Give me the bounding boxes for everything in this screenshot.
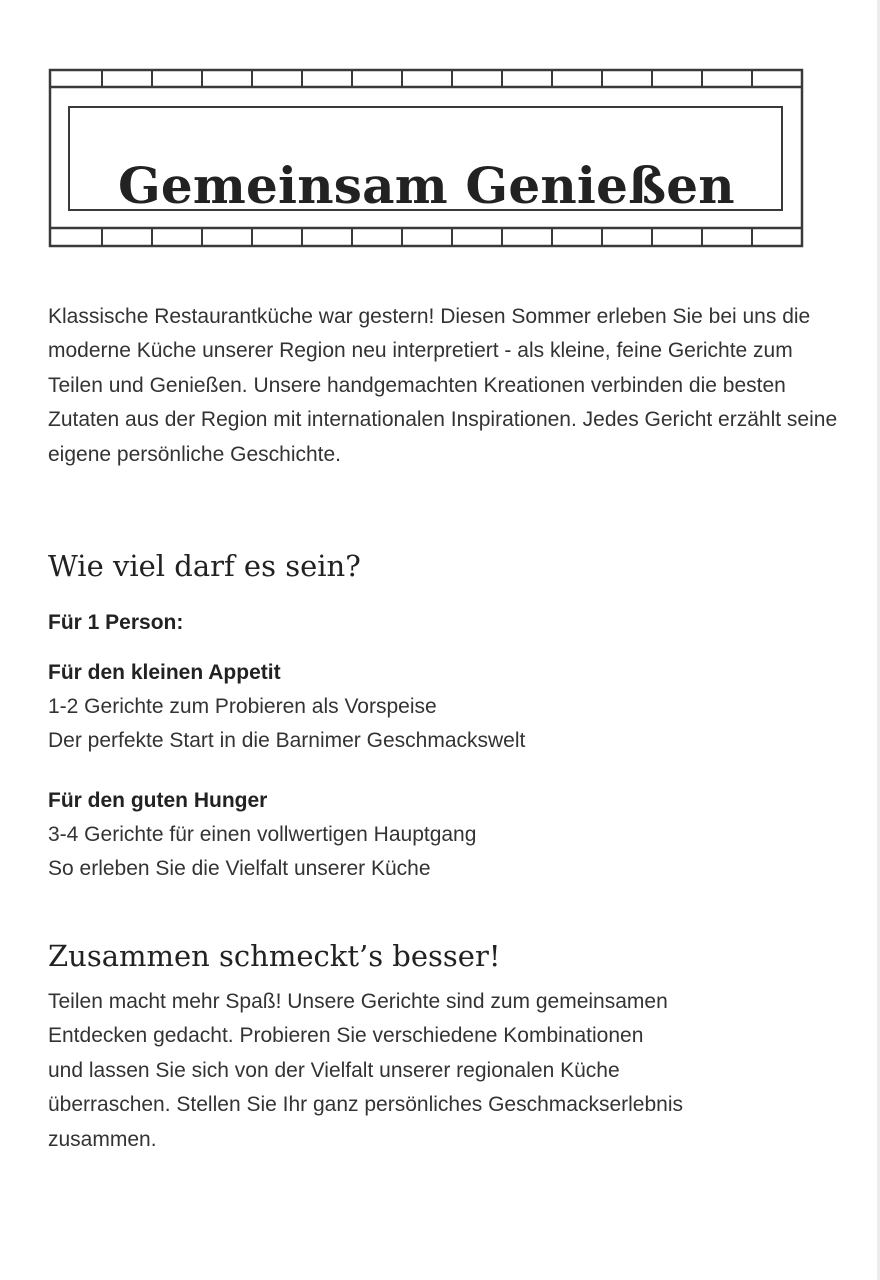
intro-paragraph: Klassische Restaurantküche war gestern! Diesen Sommer erleben Sie bei uns die moderne Küche unserer Region neu interpretiert - als kleine, feine Gerichte zum Teilen und Genießen. Unsere handgemachten Kreationen verbinden die besten Zutaten aus der Region mit internationalen Inspirationen. Jedes Gericht erzählt seine eigene persönliche Geschichte. xyxy=(48,305,838,466)
portion-option-line: So erleben Sie die Vielfalt unserer Küche xyxy=(48,857,431,880)
page-title: Gemeinsam Genießen xyxy=(118,155,735,215)
together-line: Teilen macht mehr Spaß! Unsere Gerichte sind zum gemeinsamen xyxy=(48,990,668,1013)
portions-subheading: Für 1 Person: xyxy=(48,611,184,634)
portions-heading: Wie viel darf es sein? xyxy=(48,549,361,583)
portion-option-big xyxy=(48,784,828,886)
together-line: Entdecken gedacht. Probieren Sie verschiedene Kombinationen xyxy=(48,1024,644,1048)
portion-option-line: 1-2 Gerichte zum Probieren als Vorspeise xyxy=(48,695,437,718)
title-banner xyxy=(48,68,804,248)
portion-option-small xyxy=(48,656,828,758)
together-line: überraschen. Stellen Sie Ihr ganz persönliches Geschmackserlebnis xyxy=(48,1093,683,1117)
portion-option-line: 3-4 Gerichte für einen vollwertigen Hauptgang xyxy=(48,823,477,846)
together-paragraph xyxy=(48,985,828,1157)
together-line: zusammen. xyxy=(48,1127,157,1151)
portion-option-line: Der perfekte Start in die Barnimer Geschmackswelt xyxy=(48,729,526,752)
portion-option-title: Für den guten Hunger xyxy=(48,789,268,812)
together-heading: Zusammen schmeckt’s besser! xyxy=(48,939,501,973)
together-line: und lassen Sie sich von der Vielfalt unserer regionalen Küche xyxy=(48,1058,620,1082)
portion-option-title: Für den kleinen Appetit xyxy=(48,661,281,684)
